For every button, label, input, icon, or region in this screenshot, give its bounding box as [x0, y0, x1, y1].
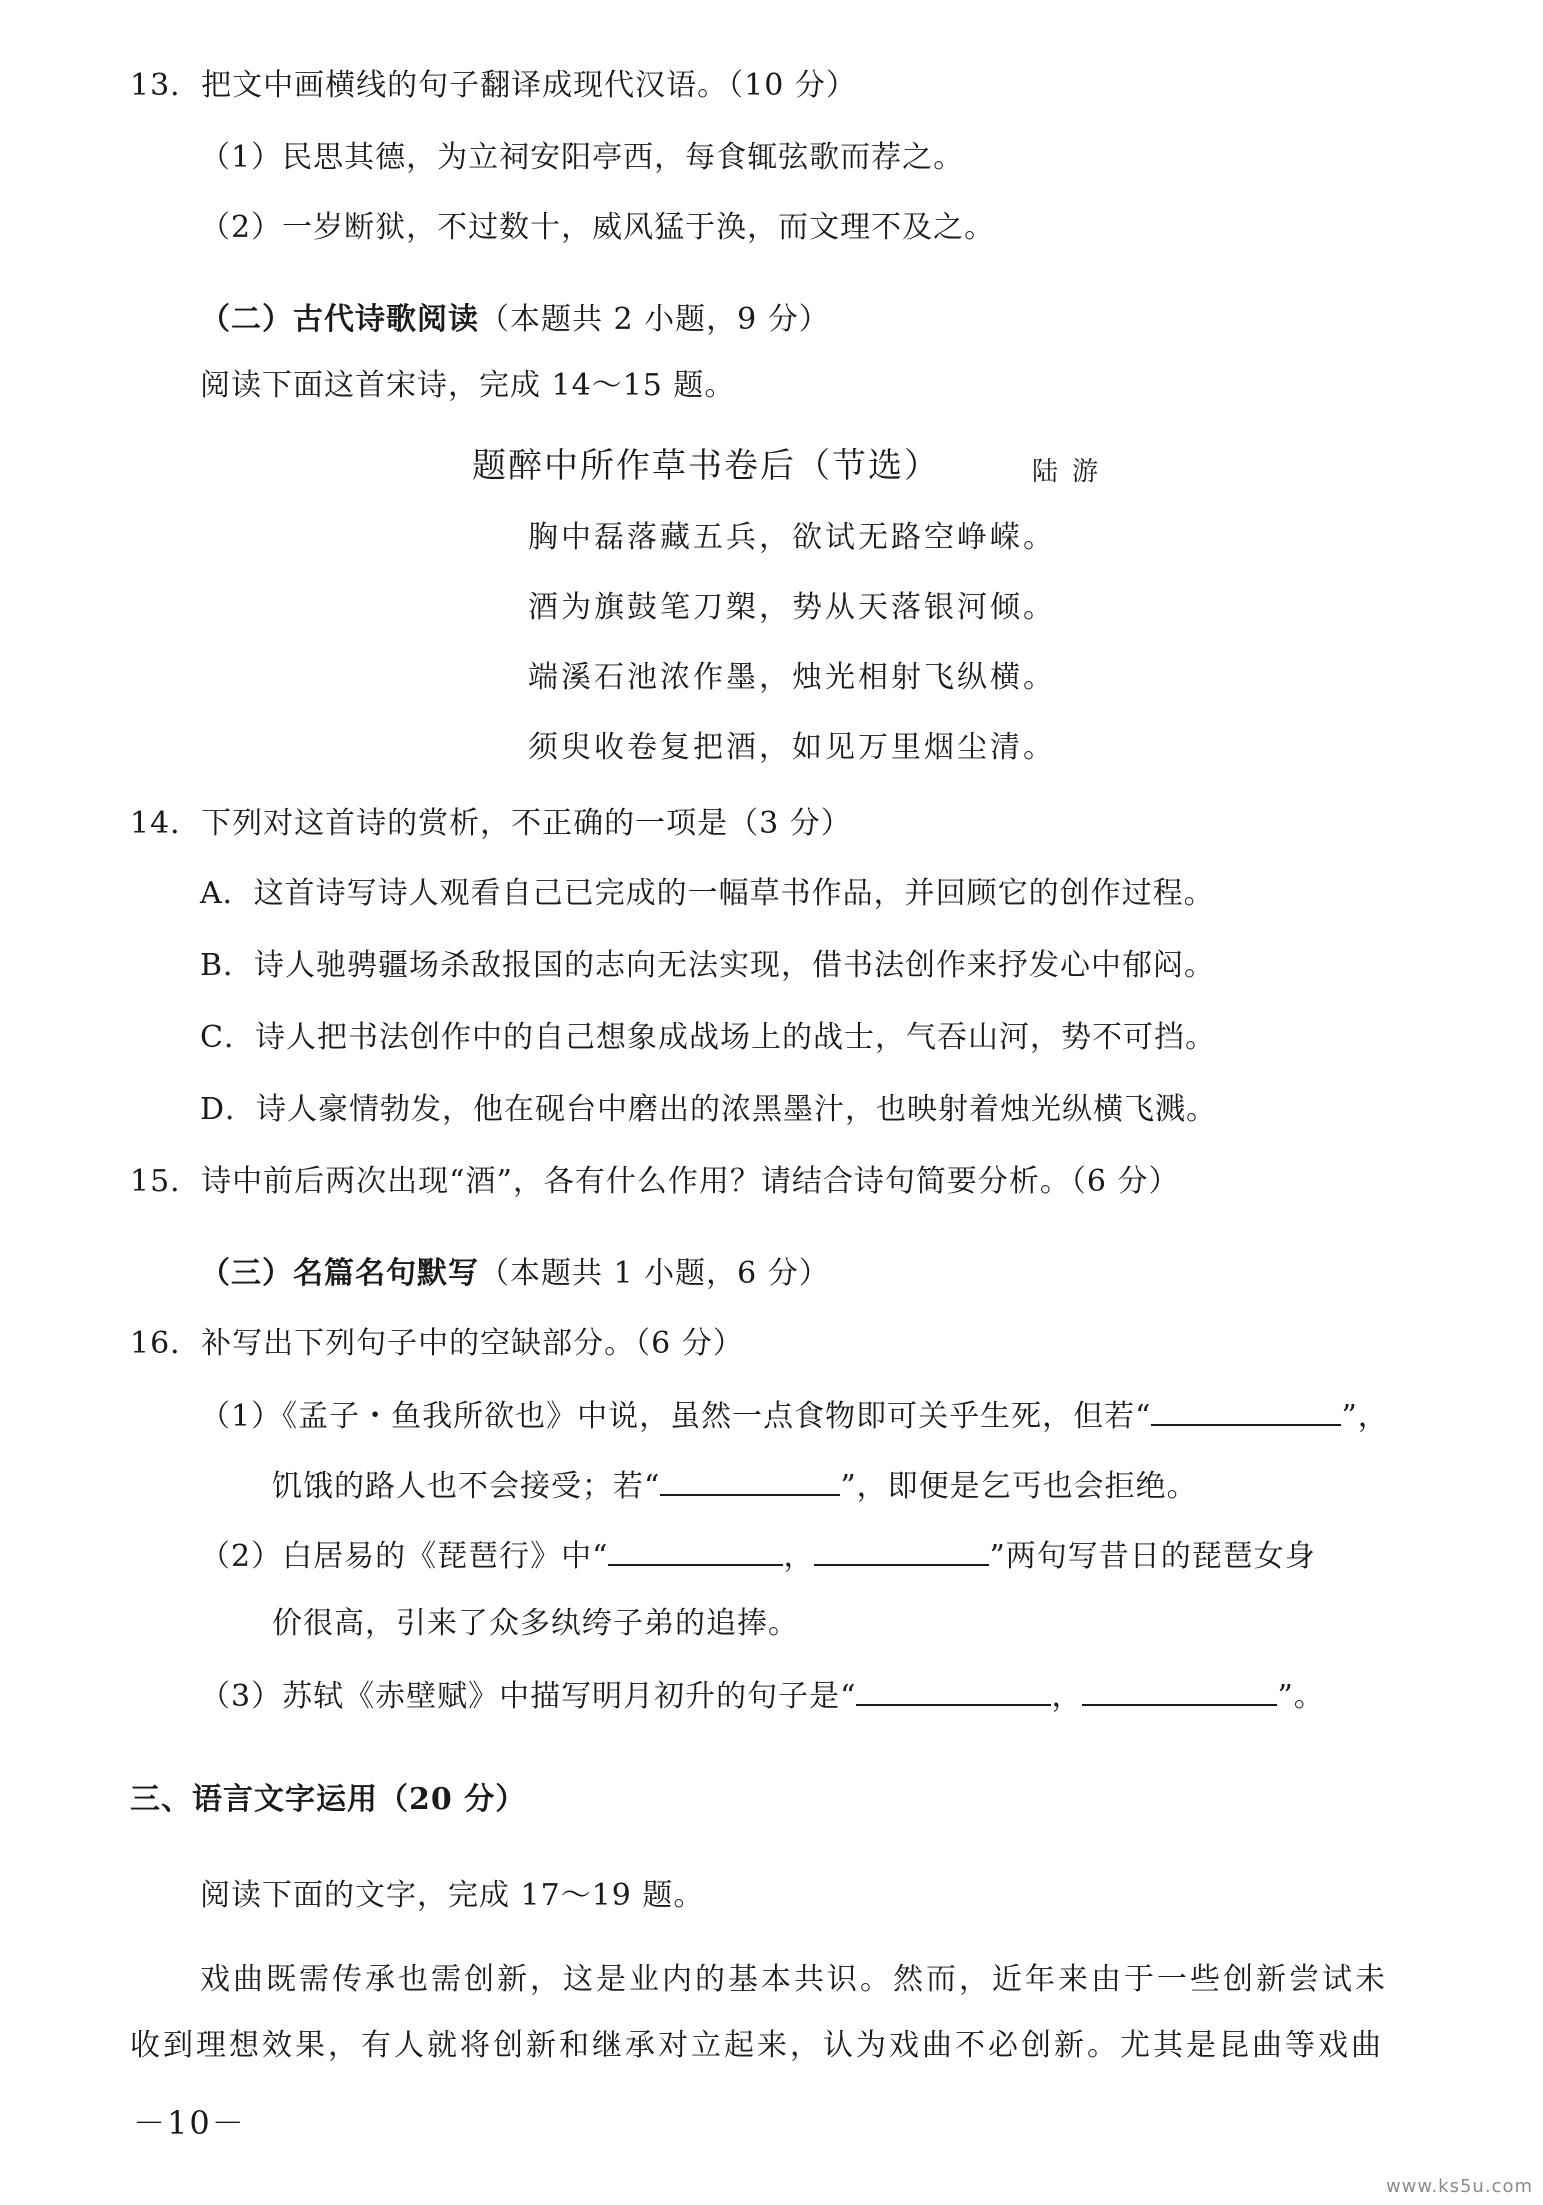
section-3-title: （三）名篇名句默写	[200, 1256, 479, 1291]
poem-title: 题醉中所作草书卷后（节选）	[472, 446, 940, 486]
q16-item-1-end: ”，	[1341, 1399, 1389, 1434]
q16-item-2-line-2: 价很高，引来了众多纨绔子弟的追捧。	[272, 1606, 799, 1641]
q13-sentence-1: （1）民思其德，为立祠安阳亭西，每食辄弦歌而荐之。	[200, 140, 965, 175]
section-2-note: （本题共 2 小题，9 分）	[479, 302, 830, 337]
q14-stem: 14．下列对这首诗的赏析，不正确的一项是（3 分）	[130, 806, 852, 841]
passage-line-2: 收到理想效果，有人就将创新和继承对立起来，认为戏曲不必创新。尤其是昆曲等戏曲	[130, 2028, 1384, 2063]
page-number: －10－	[133, 2104, 246, 2142]
section-3-note: （本题共 1 小题，6 分）	[479, 1256, 830, 1291]
q14-option-a: A．这首诗写诗人观看自己已完成的一幅草书作品，并回顾它的创作过程。	[200, 876, 1215, 911]
answer-blank[interactable]	[814, 1534, 989, 1566]
answer-blank[interactable]	[1082, 1674, 1277, 1706]
watermark: www.ks5u.com	[1385, 2176, 1533, 2197]
poem-author: 陆游	[1032, 457, 1113, 487]
answer-blank[interactable]	[1151, 1394, 1341, 1426]
q15-stem: 15．诗中前后两次出现“酒”，各有什么作用？请结合诗句简要分析。（6 分）	[130, 1164, 1180, 1199]
q16-item-3-mid: ，	[1051, 1679, 1083, 1714]
passage-line-1: 戏曲既需传承也需创新，这是业内的基本共识。然而，近年来由于一些创新尝试未	[200, 1962, 1388, 1997]
q16-item-2-end: ”两句写昔日的琵琶女身	[989, 1539, 1316, 1574]
q16-item-1-line-1	[200, 1394, 1389, 1437]
q16-item-1-line-2	[272, 1464, 1198, 1507]
q14-option-d: D．诗人豪情勃发，他在砚台中磨出的浓黑墨汁，也映射着烛光纵横飞溅。	[200, 1092, 1218, 1127]
poem-line-4: 须臾收卷复把酒，如见万里烟尘清。	[528, 730, 1056, 765]
poem-line-3: 端溪石池浓作墨，烛光相射飞纵横。	[528, 660, 1056, 695]
q14-option-c: C．诗人把书法创作中的自己想象成战场上的战士，气吞山河，势不可挡。	[200, 1020, 1216, 1055]
q16-item-1-text: （1）《孟子・鱼我所欲也》中说，虽然一点食物即可关乎生死，但若“	[200, 1399, 1152, 1434]
poem-line-2: 酒为旗鼓笔刀槊，势从天落银河倾。	[528, 590, 1056, 625]
section-3-heading	[200, 1254, 830, 1294]
q13-sentence-2: （2）一岁断狱，不过数十，威风猛于涣，而文理不及之。	[200, 210, 996, 245]
q16-item-1-end-2: ”，即便是乞丐也会拒绝。	[840, 1469, 1198, 1504]
q13-stem: 13．把文中画横线的句子翻译成现代汉语。（10 分）	[130, 68, 857, 103]
q16-stem: 16．补写出下列句子中的空缺部分。（6 分）	[130, 1326, 744, 1361]
q16-item-2-mid: ，	[783, 1539, 815, 1574]
q16-item-3-end: ”。	[1277, 1679, 1325, 1714]
part-3-heading: 三、语言文字运用（20 分）	[130, 1782, 527, 1817]
section-2-title: （二）古代诗歌阅读	[200, 302, 479, 337]
part-3-instruction: 阅读下面的文字，完成 17～19 题。	[200, 1878, 705, 1913]
q16-item-2-text: （2）白居易的《琵琶行》中“	[200, 1539, 609, 1574]
answer-blank[interactable]	[856, 1674, 1051, 1706]
section-2-heading	[200, 300, 830, 340]
poem-line-1: 胸中磊落藏五兵，欲试无路空峥嵘。	[528, 520, 1056, 555]
q16-item-3-text: （3）苏轼《赤壁赋》中描写明月初升的句子是“	[200, 1679, 857, 1714]
answer-blank[interactable]	[660, 1464, 840, 1496]
q16-item-2-line-1	[200, 1534, 1316, 1577]
q16-item-3	[200, 1674, 1325, 1717]
section-2-instruction: 阅读下面这首宋诗，完成 14～15 题。	[200, 368, 736, 403]
q14-option-b: B．诗人驰骋疆场杀敌报国的志向无法实现，借书法创作来抒发心中郁闷。	[200, 948, 1216, 983]
answer-blank[interactable]	[608, 1534, 783, 1566]
q16-item-1-text-2: 饥饿的路人也不会接受；若“	[272, 1469, 661, 1504]
